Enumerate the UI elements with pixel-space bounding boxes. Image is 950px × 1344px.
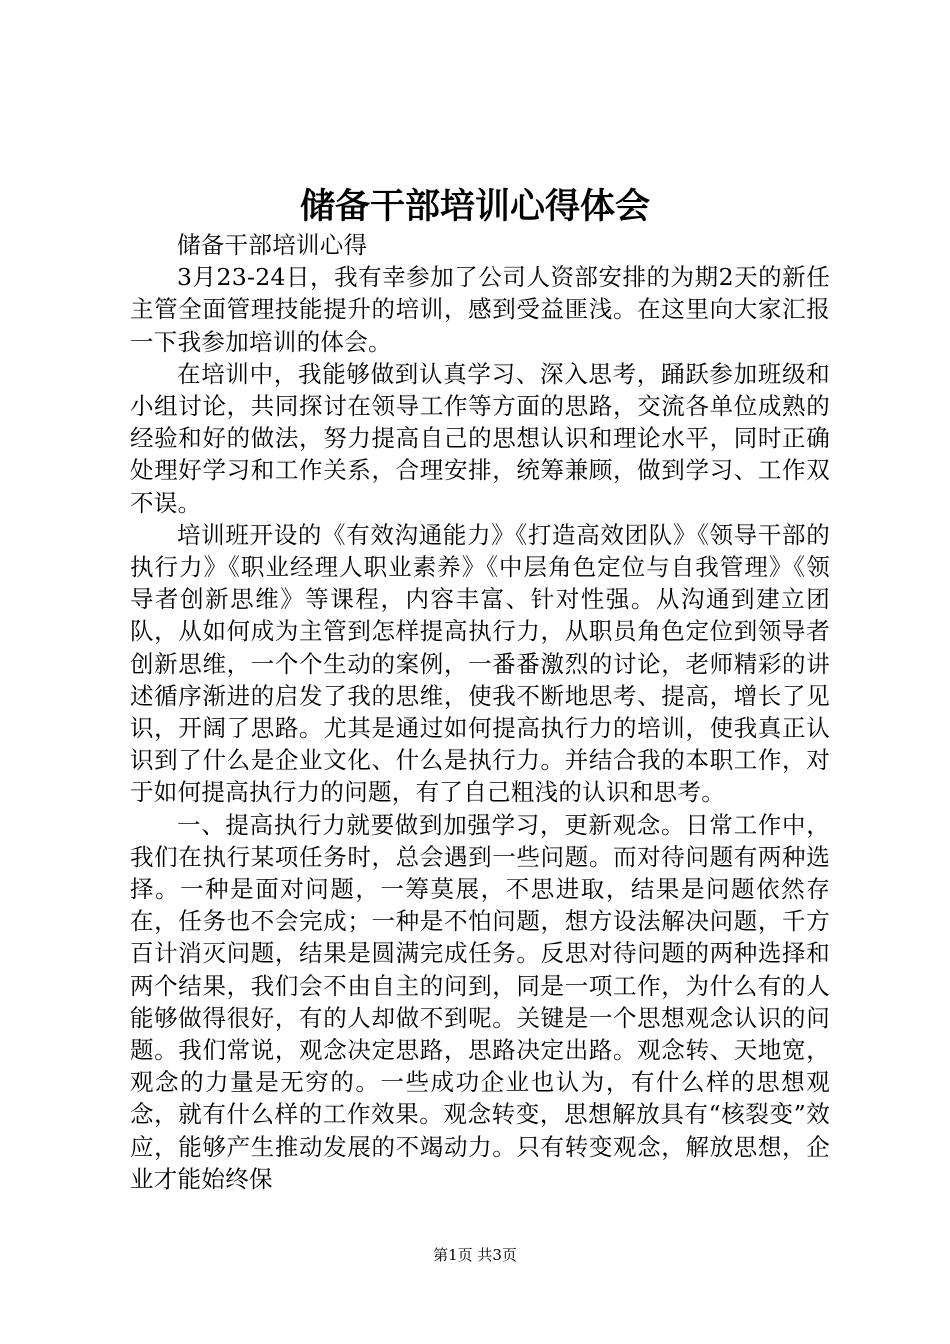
document-title: 储备干部培训心得体会 (299, 186, 650, 227)
paragraph: 3月23-24日，我有幸参加了公司人资部安排的为期2天的新任主管全面管理技能提升的培训，感到受益匪浅。在这里向大家汇报一下我参加培训的体会。 (130, 263, 830, 356)
page-number-footer: 第1页 共3页 (433, 1246, 517, 1264)
paragraph: 培训班开设的《有效沟通能力》《打造高效团队》《领导干部的执行力》《职业经理人职业素养》《中层角色定位与自我管理》《领导者创新思维》等课程，内容丰富、针对性强。从沟通到建立团队，从如何成为主管到怎样提高执行力，从职员角色定位到领导者创新思维，一个个生动的案例，一番番激烈的讨论，老师精彩的讲述循序渐进的启发了我的思维，使我不断地思考、提高，增长了见识，开阔了思路。尤其是通过如何提高执行力的培训，使我真正认识到了什么是企业文化、什么是执行力。并结合我的本职工作，对于如何提高执行力的问题，有了自己粗浅的认识和思考。 (130, 520, 830, 807)
document-body (130, 229, 830, 1195)
paragraph: 在培训中，我能够做到认真学习、深入思考，踊跃参加班级和小组讨论，共同探讨在领导工作等方面的思路，交流各单位成熟的经验和好的做法，努力提高自己的思想认识和理论水平，同时正确处理好学习和工作关系，合理安排，统筹兼顾，做到学习、工作双不误。 (130, 359, 830, 517)
paragraph-subtitle: 储备干部培训心得 (177, 231, 368, 259)
paragraph: 一、提高执行力就要做到加强学习，更新观念。日常工作中，我们在执行某项任务时，总会遇到一些问题。而对待问题有两种选择。一种是面对问题，一筹莫展，不思进取，结果是问题依然存在，任务也不会完成；一种是不怕问题，想方设法解决问题，千方百计消灭问题，结果是圆满完成任务。反思对待问题的两种选择和两个结果，我们会不由自主的问到，同是一项工作，为什么有的人能够做得很好，有的人却做不到呢。关键是一个思想观念认识的问题。我们常说，观念决定思路，思路决定出路。观念转、天地宽，观念的力量是无穷的。一些成功企业也认为，有什么样的思想观念，就有什么样的工作效果。观念转变，思想解放具有“核裂变”效应，能够产生推动发展的不竭动力。只有转变观念，解放思想，企业才能始终保 (130, 810, 830, 1193)
